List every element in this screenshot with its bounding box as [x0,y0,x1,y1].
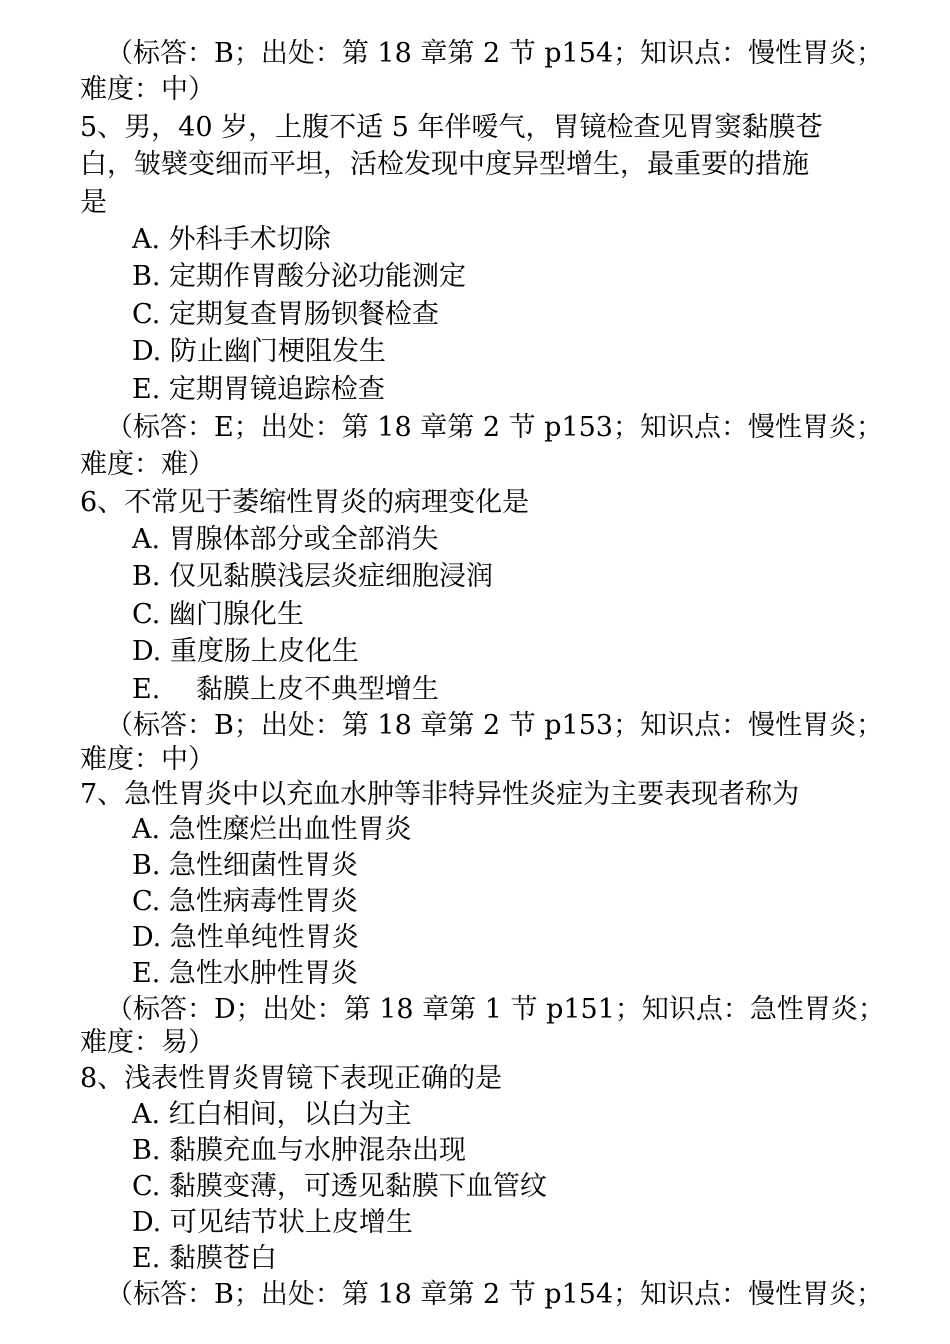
option-a: A. 外科手术切除 [132,224,331,255]
option-b: B. 仅见黏膜浅层炎症细胞浸润 [132,561,494,592]
answer-line: （标答：E；出处：第 18 章第 2 节 p153；知识点：慢性胃炎； [106,412,883,443]
option-a: A. 急性糜烂出血性胃炎 [132,814,412,845]
option-d: D. 防止幽门梗阻发生 [132,336,386,367]
question-text: 7、急性胃炎中以充血水肿等非特异性炎症为主要表现者称为 [80,779,800,810]
option-e: E. 定期胃镜追踪检查 [132,374,385,405]
option-c: C. 急性病毒性胃炎 [132,886,358,917]
answer-line: （标答：B；出处：第 18 章第 2 节 p153；知识点：慢性胃炎； [106,710,884,741]
option-e: E. 急性水肿性胃炎 [132,958,358,989]
answer-line: 难度：中） [80,74,215,105]
question-text: 白，皱襞变细而平坦，活检发现中度异型增生，最重要的措施 [80,149,809,180]
option-e: E. 黏膜上皮不典型增生 [132,674,439,705]
option-d: D. 可见结节状上皮增生 [132,1207,413,1238]
option-a: A. 红白相间，以白为主 [132,1099,412,1130]
option-c: C. 黏膜变薄，可透见黏膜下血管纹 [132,1171,547,1202]
option-c: C. 定期复查胃肠钡餐检查 [132,299,439,330]
answer-line: 难度：易） [80,1027,215,1058]
option-d: D. 重度肠上皮化生 [132,636,359,667]
question-text: 8、浅表性胃炎胃镜下表现正确的是 [80,1063,503,1094]
option-c: C. 幽门腺化生 [132,599,304,630]
option-d: D. 急性单纯性胃炎 [132,922,359,953]
option-b: B. 黏膜充血与水肿混杂出现 [132,1135,467,1166]
option-e: E. 黏膜苍白 [132,1243,277,1274]
question-text: 5、男，40 岁，上腹不适 5 年伴嗳气，胃镜检查见胃窦黏膜苍 [80,112,823,143]
option-b: B. 定期作胃酸分泌功能测定 [132,261,467,292]
answer-line: （标答：D；出处：第 18 章第 1 节 p151；知识点：急性胃炎； [106,994,885,1025]
option-a: A. 胃腺体部分或全部消失 [132,524,439,555]
answer-line: 难度：难） [80,449,215,480]
question-text: 是 [80,187,107,218]
question-text: 6、不常见于萎缩性胃炎的病理变化是 [80,487,530,518]
answer-line: （标答：B；出处：第 18 章第 2 节 p154；知识点：慢性胃炎； [106,1279,884,1310]
option-b: B. 急性细菌性胃炎 [132,850,359,881]
answer-line: 难度：中） [80,744,215,775]
answer-line: （标答：B；出处：第 18 章第 2 节 p154；知识点：慢性胃炎； [106,38,884,69]
